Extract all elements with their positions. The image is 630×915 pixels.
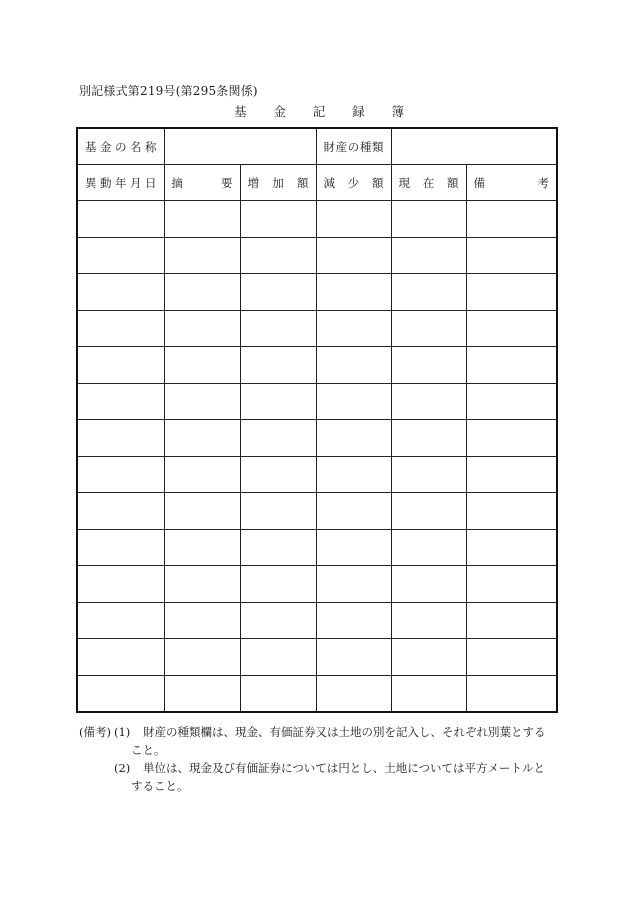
column-header-current-amount <box>391 165 466 201</box>
note-text-continued: こと。 <box>131 743 166 757</box>
cell-remarks[interactable] <box>466 420 557 457</box>
form-reference: 別記様式第219号(第295条関係) <box>79 84 258 98</box>
cell-decrease[interactable] <box>316 310 391 347</box>
cell-increase[interactable] <box>240 201 316 238</box>
table-row <box>77 529 557 566</box>
note-text-continued: すること。 <box>131 779 189 793</box>
cell-increase[interactable] <box>240 310 316 347</box>
cell-summary[interactable] <box>164 675 240 712</box>
cell-summary[interactable] <box>164 237 240 274</box>
cell-increase[interactable] <box>240 383 316 420</box>
label-char: 要 <box>221 175 233 190</box>
cell-decrease[interactable] <box>316 529 391 566</box>
table-row <box>77 493 557 530</box>
column-header-increase <box>240 165 316 201</box>
cell-current-amount[interactable] <box>391 566 466 603</box>
cell-increase[interactable] <box>240 602 316 639</box>
cell-decrease[interactable] <box>316 274 391 311</box>
cell-decrease[interactable] <box>316 201 391 238</box>
label-char: 額 <box>447 175 459 190</box>
cell-change-date[interactable] <box>77 639 164 676</box>
label-char: 額 <box>297 175 309 190</box>
cell-remarks[interactable] <box>466 274 557 311</box>
cell-increase[interactable] <box>240 675 316 712</box>
cell-decrease[interactable] <box>316 456 391 493</box>
cell-increase[interactable] <box>240 237 316 274</box>
column-header-decrease <box>316 165 391 201</box>
document-title-char: 簿 <box>391 104 404 119</box>
cell-increase[interactable] <box>240 420 316 457</box>
note-text: 単位は、現金及び有価証券については円とし、土地については平方メートルと <box>143 761 546 775</box>
cell-increase[interactable] <box>240 347 316 384</box>
document-title-char: 録 <box>352 104 365 119</box>
cell-current-amount[interactable] <box>391 493 466 530</box>
ledger-body <box>77 201 557 713</box>
cell-change-date[interactable] <box>77 201 164 238</box>
cell-change-date[interactable] <box>77 675 164 712</box>
document-title-char: 基 <box>234 104 247 119</box>
cell-remarks[interactable] <box>466 602 557 639</box>
cell-remarks[interactable] <box>466 383 557 420</box>
label-char: 財 <box>323 139 335 154</box>
table-row <box>77 675 557 712</box>
cell-summary[interactable] <box>164 602 240 639</box>
remarks-note-2-continued <box>79 777 559 795</box>
cell-summary[interactable] <box>164 383 240 420</box>
document-title <box>234 102 404 120</box>
cell-remarks[interactable] <box>466 675 557 712</box>
label-char: 基 <box>85 139 97 154</box>
table-row <box>77 237 557 274</box>
remarks-section <box>79 723 559 795</box>
label-char: 増 <box>247 175 259 190</box>
cell-change-date[interactable] <box>77 493 164 530</box>
label-char: 考 <box>537 175 549 190</box>
label-char: 種 <box>359 139 372 154</box>
table-row <box>77 602 557 639</box>
table-row <box>77 639 557 676</box>
cell-remarks[interactable] <box>466 639 557 676</box>
asset-type-label <box>316 128 391 165</box>
cell-change-date[interactable] <box>77 274 164 311</box>
cell-increase[interactable] <box>240 493 316 530</box>
cell-current-amount[interactable] <box>391 237 466 274</box>
cell-current-amount[interactable] <box>391 201 466 238</box>
cell-decrease[interactable] <box>316 237 391 274</box>
cell-summary[interactable] <box>164 493 240 530</box>
cell-increase[interactable] <box>240 566 316 603</box>
note-text: 財産の種類欄は、現金、有価証券又は土地の別を記入し、それぞれ別葉とする <box>143 725 546 739</box>
cell-remarks[interactable] <box>466 310 557 347</box>
cell-change-date[interactable] <box>77 456 164 493</box>
label-char: 金 <box>100 139 112 154</box>
cell-summary[interactable] <box>164 566 240 603</box>
cell-change-date[interactable] <box>77 420 164 457</box>
table-row <box>77 456 557 493</box>
table-row <box>77 383 557 420</box>
table-row <box>77 310 557 347</box>
note-number: (2) <box>114 761 131 775</box>
cell-remarks[interactable] <box>466 529 557 566</box>
label-char: 名 <box>130 139 142 154</box>
cell-change-date[interactable] <box>77 529 164 566</box>
cell-current-amount[interactable] <box>391 383 466 420</box>
cell-summary[interactable] <box>164 201 240 238</box>
cell-remarks[interactable] <box>466 347 557 384</box>
cell-change-date[interactable] <box>77 237 164 274</box>
fund-ledger-table <box>76 127 558 713</box>
label-char: の <box>115 139 127 154</box>
cell-current-amount[interactable] <box>391 310 466 347</box>
cell-summary[interactable] <box>164 529 240 566</box>
table-row <box>77 201 557 238</box>
cell-remarks[interactable] <box>466 237 557 274</box>
cell-summary[interactable] <box>164 310 240 347</box>
label-char: 摘 <box>171 175 183 190</box>
column-header-row <box>77 165 557 201</box>
cell-change-date[interactable] <box>77 602 164 639</box>
cell-decrease[interactable] <box>316 675 391 712</box>
cell-decrease[interactable] <box>316 420 391 457</box>
label-char: 備 <box>473 175 485 190</box>
table-row <box>77 347 557 384</box>
label-char: 減 <box>323 175 335 190</box>
document-title-char: 金 <box>273 104 286 119</box>
column-header-change-date <box>77 165 164 201</box>
cell-summary[interactable] <box>164 347 240 384</box>
cell-decrease[interactable] <box>316 602 391 639</box>
cell-remarks[interactable] <box>466 566 557 603</box>
cell-current-amount[interactable] <box>391 675 466 712</box>
asset-type-value-field[interactable] <box>391 128 557 165</box>
cell-decrease[interactable] <box>316 347 391 384</box>
fund-name-value-field[interactable] <box>164 128 316 165</box>
label-char: 月 <box>130 175 142 190</box>
cell-remarks[interactable] <box>466 456 557 493</box>
fund-name-label <box>77 128 164 165</box>
column-header-remarks <box>466 165 557 201</box>
cell-decrease[interactable] <box>316 566 391 603</box>
remarks-note-1-continued <box>79 741 559 759</box>
label-char: 異 <box>85 175 97 190</box>
remarks-note-2 <box>79 759 559 777</box>
cell-current-amount[interactable] <box>391 347 466 384</box>
cell-increase[interactable] <box>240 456 316 493</box>
label-char: 日 <box>145 175 157 190</box>
cell-increase[interactable] <box>240 529 316 566</box>
column-header-summary <box>164 165 240 201</box>
cell-current-amount[interactable] <box>391 420 466 457</box>
cell-current-amount[interactable] <box>391 274 466 311</box>
note-number: (1) <box>114 725 131 739</box>
label-char: 在 <box>422 175 435 190</box>
cell-change-date[interactable] <box>77 383 164 420</box>
remarks-note-1 <box>79 723 559 741</box>
cell-change-date[interactable] <box>77 310 164 347</box>
cell-change-date[interactable] <box>77 347 164 384</box>
cell-remarks[interactable] <box>466 201 557 238</box>
cell-change-date[interactable] <box>77 566 164 603</box>
label-char: 称 <box>145 139 157 154</box>
label-char: 産 <box>335 139 348 154</box>
cell-increase[interactable] <box>240 639 316 676</box>
label-char: 動 <box>100 175 112 190</box>
table-row <box>77 274 557 311</box>
table-row <box>77 420 557 457</box>
cell-remarks[interactable] <box>466 493 557 530</box>
cell-summary[interactable] <box>164 274 240 311</box>
cell-increase[interactable] <box>240 274 316 311</box>
cell-decrease[interactable] <box>316 383 391 420</box>
table-row <box>77 566 557 603</box>
label-char: 加 <box>272 175 284 190</box>
cell-current-amount[interactable] <box>391 602 466 639</box>
document-title-char: 記 <box>312 104 326 119</box>
cell-decrease[interactable] <box>316 493 391 530</box>
label-char: 類 <box>372 139 384 154</box>
cell-current-amount[interactable] <box>391 456 466 493</box>
cell-summary[interactable] <box>164 456 240 493</box>
cell-summary[interactable] <box>164 639 240 676</box>
cell-current-amount[interactable] <box>391 639 466 676</box>
cell-summary[interactable] <box>164 420 240 457</box>
label-char: の <box>347 139 360 154</box>
label-char: 少 <box>347 175 360 190</box>
cell-decrease[interactable] <box>316 639 391 676</box>
label-char: 額 <box>372 175 384 190</box>
remarks-label: (備考) <box>79 725 111 739</box>
label-char: 現 <box>398 175 410 190</box>
fund-info-row <box>77 128 557 165</box>
label-char: 年 <box>115 175 127 190</box>
cell-current-amount[interactable] <box>391 529 466 566</box>
